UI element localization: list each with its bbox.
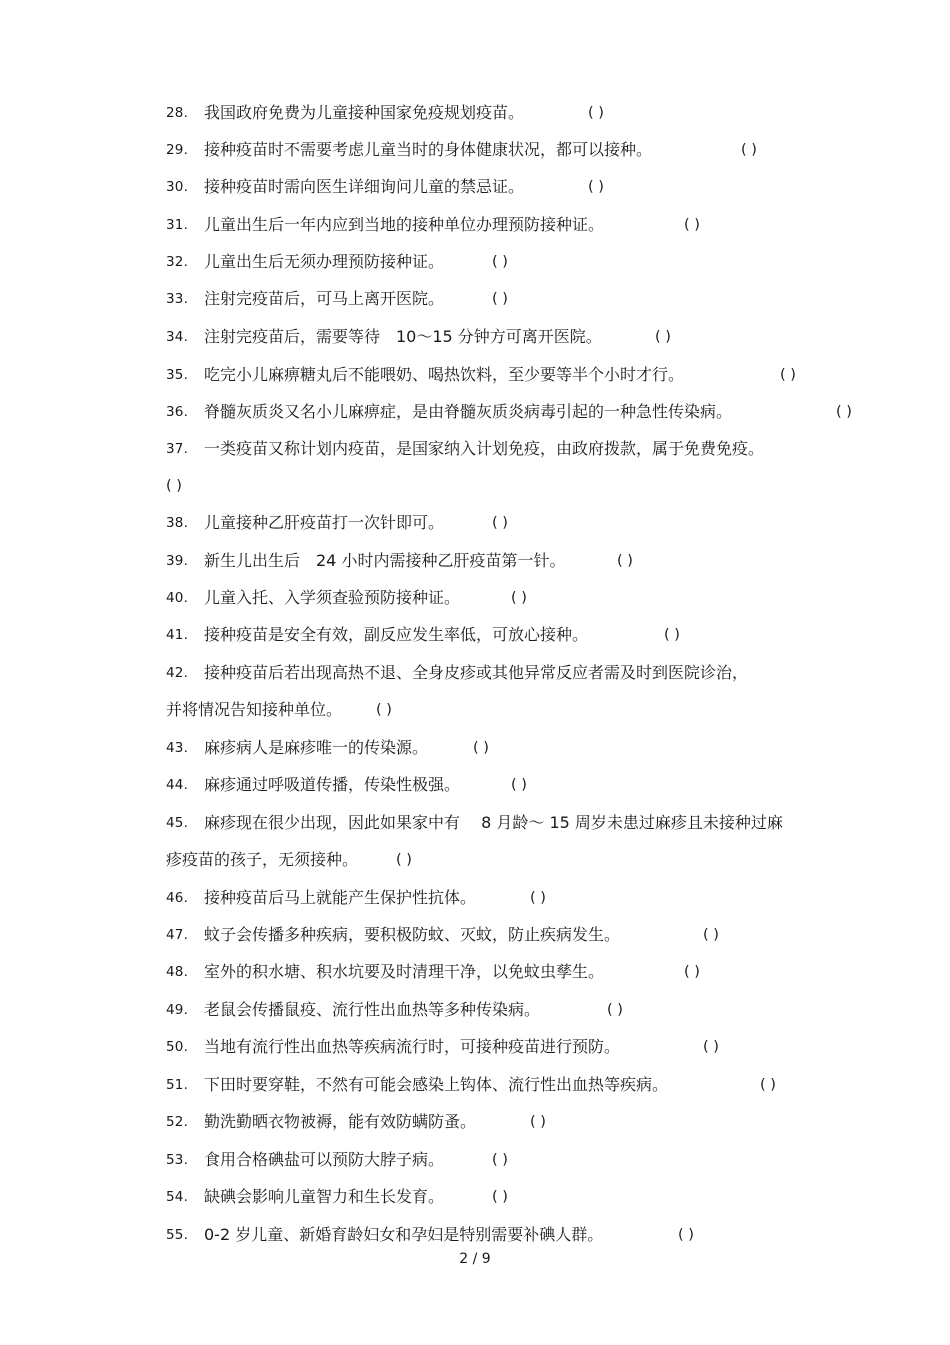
- question-number: 44.: [166, 777, 189, 793]
- question-text: 食用合格碘盐可以预防大脖子病。: [204, 1150, 445, 1169]
- answer-blank: ( ): [664, 627, 680, 643]
- question-text: 儿童入托、入学须查验预防接种证。: [204, 588, 461, 607]
- question-text: 新生儿出生后 24 小时内需接种乙肝疫苗第一针。: [204, 551, 566, 570]
- question-text: 下田时要穿鞋，不然有可能会感染上钩体、流行性出血热等疾病。: [204, 1075, 669, 1094]
- question-number: 33.: [166, 291, 189, 307]
- question-text: 接种疫苗后若出现高热不退、全身皮疹或其他异常反应者需及时到医院诊治，: [204, 663, 749, 682]
- answer-blank: ( ): [741, 142, 757, 158]
- question-text-continued: 疹疫苗的孩子，无须接种。: [166, 850, 359, 869]
- question-text: 麻疹现在很少出现，因此如果家中有 8 月龄～ 15 周岁未患过麻疹且未接种过麻: [204, 813, 783, 832]
- question-number: 46.: [166, 890, 189, 906]
- question-number: 41.: [166, 627, 189, 643]
- answer-blank: ( ): [588, 179, 604, 195]
- question-text: 一类疫苗又称计划内疫苗，是国家纳入计划免疫，由政府拨款，属于免费免疫。: [204, 439, 765, 458]
- answer-blank: ( ): [492, 515, 508, 531]
- question-text: 儿童出生后一年内应到当地的接种单位办理预防接种证。: [204, 215, 605, 234]
- question-text: 0-2 岁儿童、新婚育龄妇女和孕妇是特别需要补碘人群。: [204, 1225, 604, 1244]
- question-text: 接种疫苗后马上就能产生保护性抗体。: [204, 888, 477, 907]
- answer-blank: ( ): [780, 367, 796, 383]
- page-number: 2 / 9: [459, 1251, 491, 1267]
- question-number: 45.: [166, 815, 189, 831]
- question-number: 34.: [166, 329, 189, 345]
- question-number: 52.: [166, 1114, 189, 1130]
- question-text-continued: 并将情况告知接种单位。: [166, 700, 343, 719]
- question-number: 39.: [166, 553, 189, 569]
- question-number: 50.: [166, 1039, 189, 1055]
- answer-blank: ( ): [511, 590, 527, 606]
- answer-blank: ( ): [684, 964, 700, 980]
- answer-blank: ( ): [836, 404, 852, 420]
- question-text: 老鼠会传播鼠疫、流行性出血热等多种传染病。: [204, 1000, 541, 1019]
- question-number: 32.: [166, 254, 189, 270]
- question-number: 30.: [166, 179, 189, 195]
- answer-blank: ( ): [703, 1039, 719, 1055]
- answer-blank: ( ): [492, 1189, 508, 1205]
- question-text: 脊髓灰质炎又名小儿麻痹症，是由脊髓灰质炎病毒引起的一种急性传染病。: [204, 402, 733, 421]
- question-number: 29.: [166, 142, 189, 158]
- question-number: 55.: [166, 1227, 189, 1243]
- answer-blank: ( ): [760, 1077, 776, 1093]
- answer-blank: ( ): [492, 254, 508, 270]
- question-text: 接种疫苗时需向医生详细询问儿童的禁忌证。: [204, 177, 525, 196]
- question-number: 54.: [166, 1189, 189, 1205]
- question-number: 36.: [166, 404, 189, 420]
- question-text: 勤洗勤晒衣物被褥，能有效防螨防蚤。: [204, 1112, 477, 1131]
- answer-blank: ( ): [473, 740, 489, 756]
- question-number: 53.: [166, 1152, 189, 1168]
- question-text: 室外的积水塘、积水坑要及时清理干净，以免蚊虫孳生。: [204, 962, 605, 981]
- answer-blank: ( ): [588, 105, 604, 121]
- question-text: 麻疹病人是麻疹唯一的传染源。: [204, 738, 429, 757]
- question-text: 注射完疫苗后，可马上离开医院。: [204, 289, 445, 308]
- question-number: 40.: [166, 590, 189, 606]
- question-text: 接种疫苗是安全有效，副反应发生率低，可放心接种。: [204, 625, 589, 644]
- answer-blank: ( ): [396, 852, 412, 868]
- question-number: 48.: [166, 964, 189, 980]
- question-text: 儿童接种乙肝疫苗打一次针即可。: [204, 513, 445, 532]
- question-number: 37.: [166, 441, 189, 457]
- answer-blank: ( ): [530, 890, 546, 906]
- answer-blank: ( ): [607, 1002, 623, 1018]
- question-text: 蚊子会传播多种疾病，要积极防蚊、灭蚊，防止疾病发生。: [204, 925, 621, 944]
- answer-blank: ( ): [678, 1227, 694, 1243]
- answer-blank: ( ): [492, 1152, 508, 1168]
- question-text: 接种疫苗时不需要考虑儿童当时的身体健康状况，都可以接种。: [204, 140, 653, 159]
- question-text: 吃完小儿麻痹糖丸后不能喂奶、喝热饮料，至少要等半个小时才行。: [204, 365, 685, 384]
- answer-blank: ( ): [376, 702, 392, 718]
- question-text: 缺碘会影响儿童智力和生长发育。: [204, 1187, 445, 1206]
- question-text: 麻疹通过呼吸道传播，传染性极强。: [204, 775, 461, 794]
- question-number: 49.: [166, 1002, 189, 1018]
- question-number: 31.: [166, 217, 189, 233]
- question-number: 28.: [166, 105, 189, 121]
- question-number: 43.: [166, 740, 189, 756]
- question-text: 儿童出生后无须办理预防接种证。: [204, 252, 445, 271]
- question-number: 42.: [166, 665, 189, 681]
- question-text: 我国政府免费为儿童接种国家免疫规划疫苗。: [204, 103, 525, 122]
- question-text: 注射完疫苗后，需要等待 10～15 分钟方可离开医院。: [204, 327, 602, 346]
- answer-blank: ( ): [655, 329, 671, 345]
- question-number: 47.: [166, 927, 189, 943]
- answer-blank: ( ): [492, 291, 508, 307]
- answer-blank: ( ): [684, 217, 700, 233]
- answer-blank: ( ): [617, 553, 633, 569]
- question-number: 38.: [166, 515, 189, 531]
- question-number: 35.: [166, 367, 189, 383]
- question-number: 51.: [166, 1077, 189, 1093]
- question-text: 当地有流行性出血热等疾病流行时，可接种疫苗进行预防。: [204, 1037, 621, 1056]
- answer-blank: ( ): [703, 927, 719, 943]
- answer-blank: ( ): [530, 1114, 546, 1130]
- answer-blank: ( ): [511, 777, 527, 793]
- answer-blank: ( ): [166, 478, 182, 494]
